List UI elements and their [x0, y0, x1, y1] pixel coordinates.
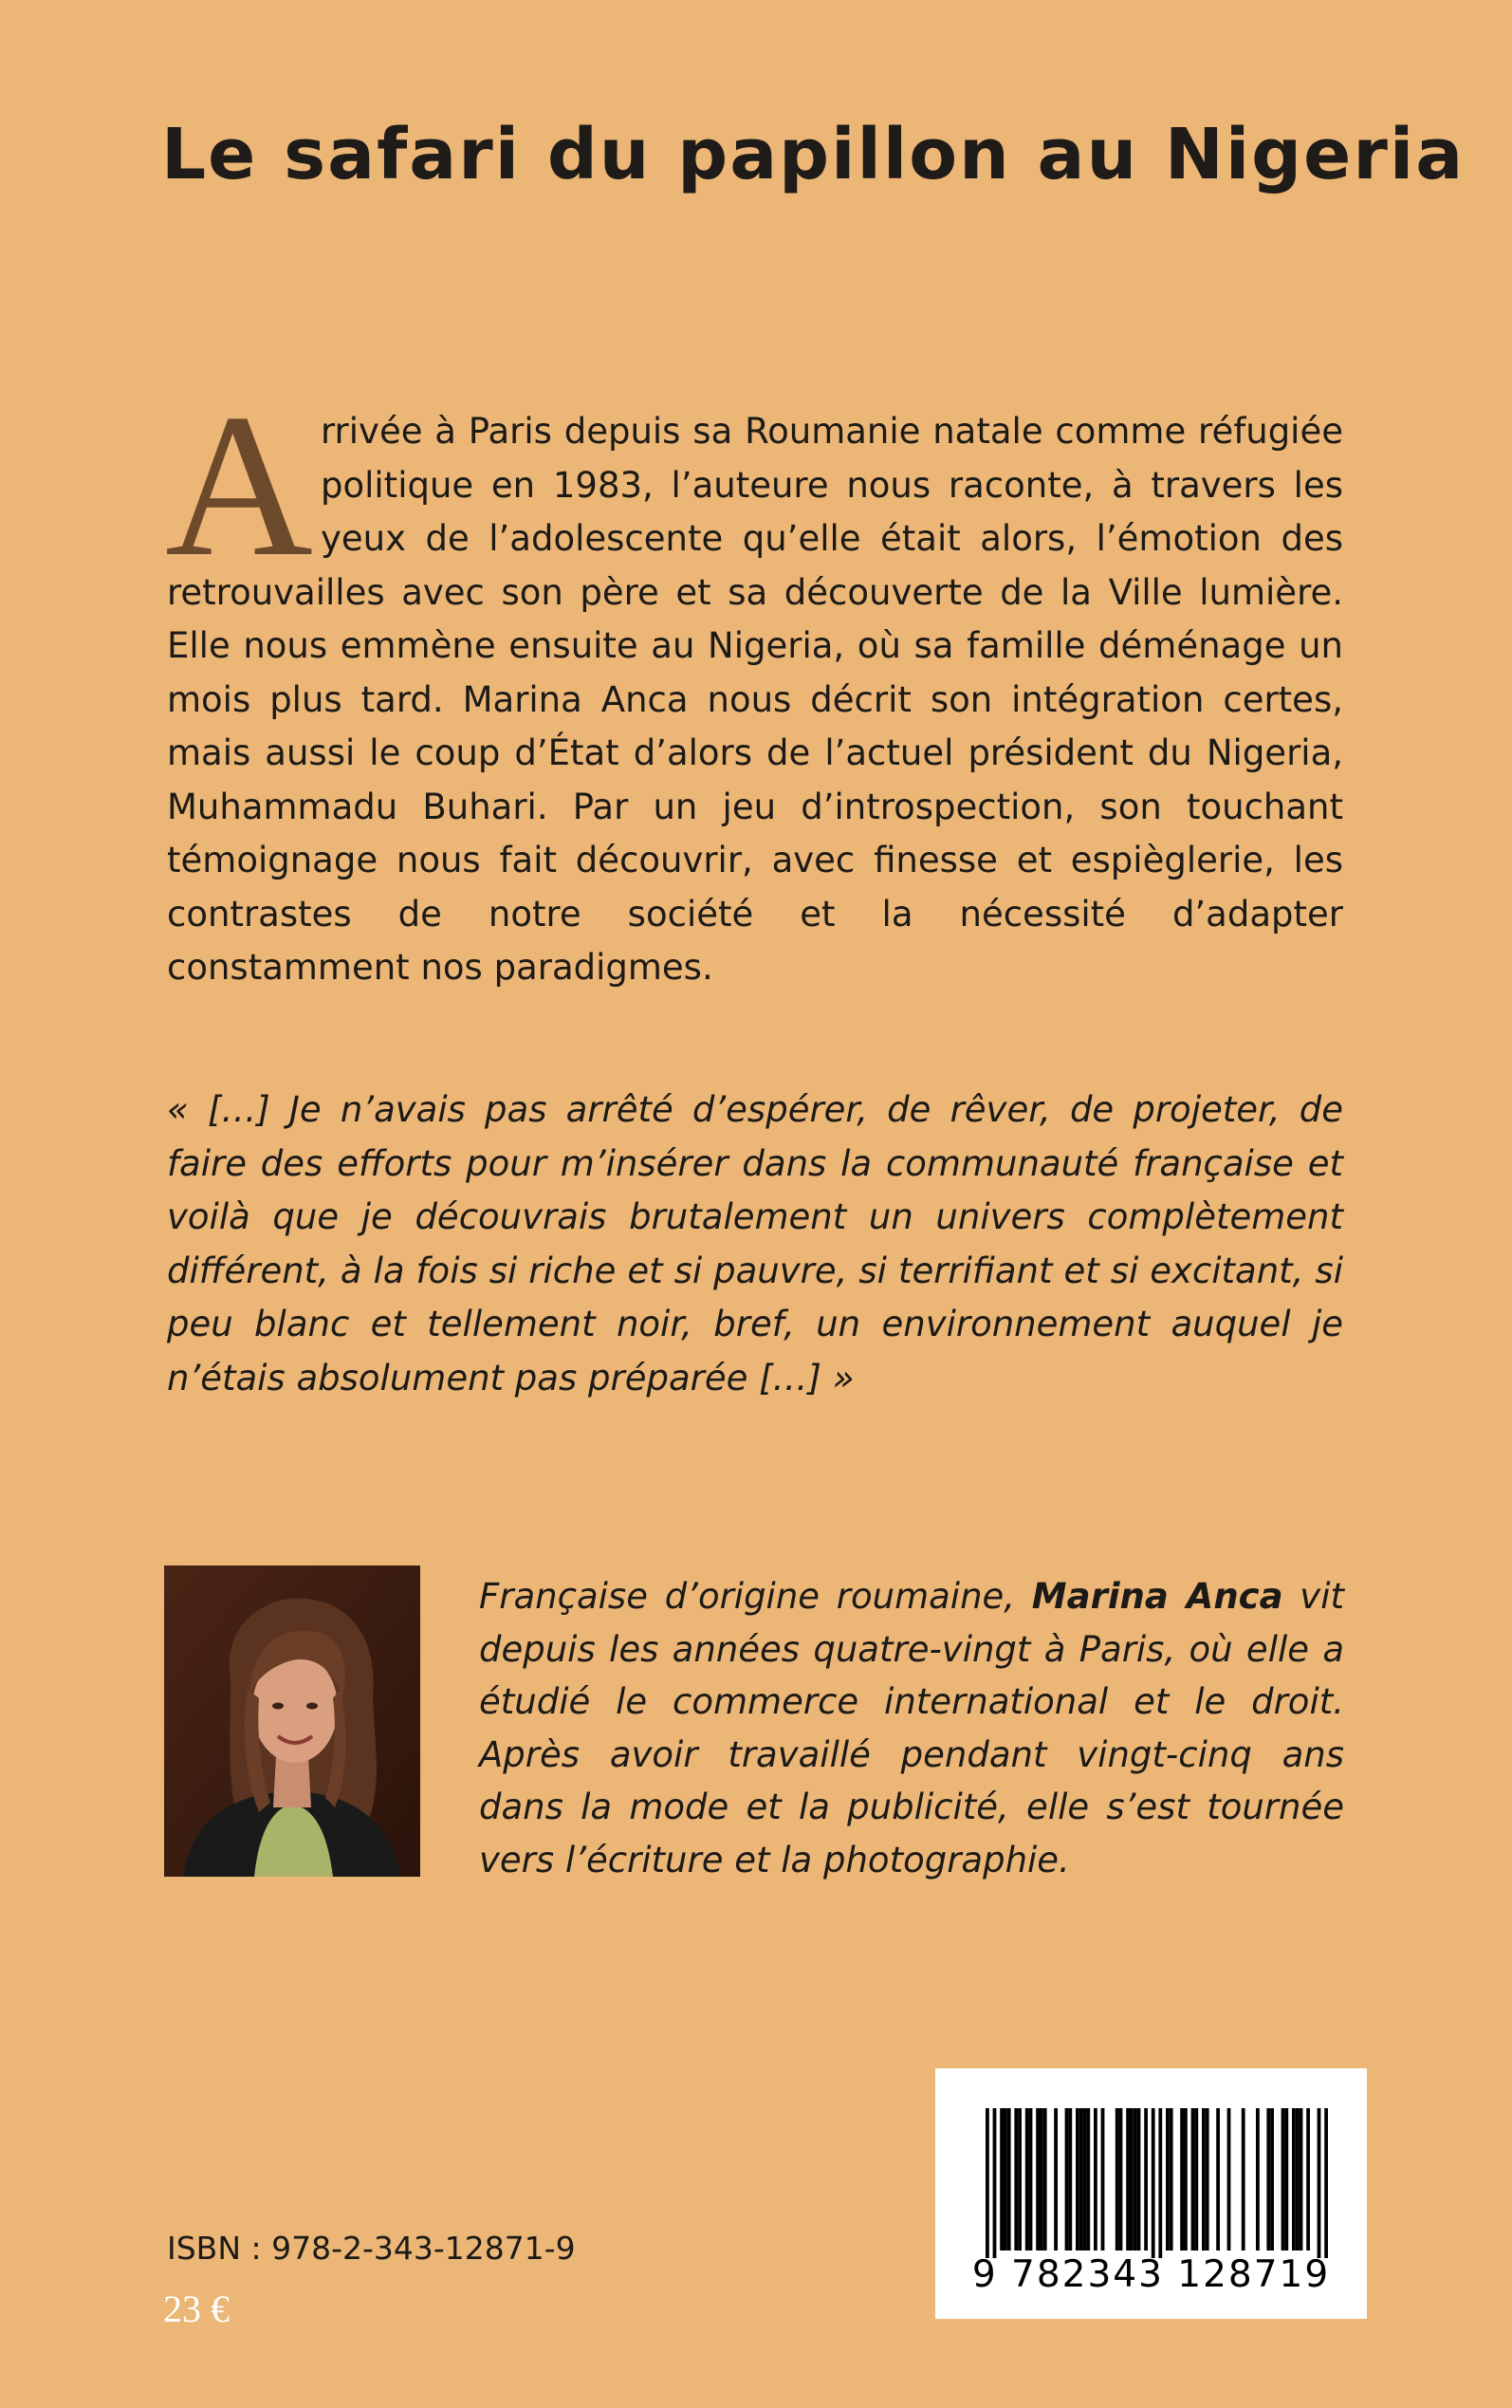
barcode-bar	[1040, 2108, 1043, 2251]
barcode-bar	[986, 2108, 989, 2258]
barcode-bar	[1202, 2108, 1206, 2251]
barcode-bar	[1284, 2108, 1288, 2251]
barcode-bar	[1137, 2108, 1141, 2251]
barcode-bar	[1083, 2108, 1087, 2251]
author-bio	[479, 1570, 1344, 1886]
barcode-bar	[1296, 2108, 1300, 2251]
barcode-bar	[1206, 2108, 1209, 2251]
barcode-bar	[1018, 2108, 1022, 2251]
barcode-bar	[1116, 2108, 1119, 2251]
book-summary	[165, 372, 1343, 995]
barcode-bar	[1166, 2108, 1170, 2251]
barcode-bar	[1065, 2108, 1069, 2251]
price: 23 €	[163, 2288, 230, 2330]
barcode-bar	[1306, 2108, 1310, 2251]
barcode-bar	[1119, 2108, 1123, 2251]
barcode-bar	[1318, 2108, 1321, 2258]
barcode-bar	[1014, 2108, 1018, 2251]
barcode-bars	[935, 2068, 1367, 2258]
barcode-bar	[1180, 2108, 1184, 2251]
barcode-bar	[1094, 2108, 1097, 2251]
barcode-bar	[1079, 2108, 1083, 2251]
barcode-bar	[1101, 2108, 1105, 2251]
barcode-bar	[1134, 2108, 1137, 2251]
barcode-bar	[1194, 2108, 1198, 2251]
barcode-bar	[993, 2108, 997, 2258]
barcode-bar	[1282, 2108, 1285, 2251]
book-excerpt-quote: « […] Je n’avais pas arrêté d’espérer, de rêver, de projeter, de faire des efforts pour m’insérer dans la communauté française et voilà que je découvrais brutalement un univers complètement différent, à la fois si riche et si pauvre, si terrifiant et si excitant, si peu blanc et tellement noir, bref, un environnement auquel je n’étais absolument pas préparée […] »	[167, 1089, 1343, 1398]
barcode-bar	[1270, 2108, 1274, 2251]
barcode-bar	[1036, 2108, 1040, 2251]
barcode-bar	[1170, 2108, 1173, 2251]
barcode-bar	[1043, 2108, 1047, 2251]
barcode-bar	[1025, 2108, 1029, 2251]
barcode-bar	[1158, 2108, 1162, 2258]
barcode-bar	[1144, 2108, 1148, 2251]
barcode-bar	[1086, 2108, 1090, 2251]
barcode-bar	[1292, 2108, 1296, 2251]
barcode-bar	[1256, 2108, 1260, 2251]
barcode-bar	[1184, 2108, 1188, 2251]
barcode-bar	[1076, 2108, 1079, 2251]
barcode-bar	[1324, 2108, 1328, 2258]
barcode-bar	[1130, 2108, 1134, 2251]
barcode-bar	[1266, 2108, 1270, 2251]
barcode-bar	[1068, 2108, 1072, 2251]
barcode-bar	[1126, 2108, 1130, 2251]
barcode-bar	[1227, 2108, 1231, 2251]
bio-intro: Française d’origine roumaine,	[479, 1576, 1032, 1617]
bio-text: vit depuis les années quatre-vingt à Paris, où elle a étudié le commerce international et le droit. Après avoir travaillé pendant vingt-cinq ans dans la mode et la publicité, elle s’est tournée vers l’écriture et la photographie.	[479, 1576, 1344, 1880]
author-photo	[164, 1565, 420, 1877]
barcode-bar	[1216, 2108, 1220, 2251]
barcode-bar	[1007, 2108, 1011, 2251]
barcode-bar	[1300, 2108, 1303, 2251]
isbn: ISBN : 978-2-343-12871-9	[167, 2230, 576, 2267]
barcode-bar	[1054, 2108, 1058, 2251]
barcode-bar	[1000, 2108, 1004, 2251]
barcode-bar	[1004, 2108, 1007, 2251]
barcode-bar	[1191, 2108, 1195, 2251]
author-name: Marina Anca	[1031, 1576, 1283, 1617]
drop-cap: A	[165, 372, 313, 599]
barcode-bar	[1242, 2108, 1245, 2251]
barcode-digits: 9 782343 128719	[971, 2253, 1331, 2296]
book-title: Le safari du papillon au Nigeria	[161, 114, 1466, 195]
summary-text: rrivée à Paris depuis sa Roumanie natale comme réfugiée politique en 1983, l’auteure nous raconte, à travers les yeux de l’adolescente qu’elle était alors, l’émotion des retrouvailles avec son père et sa découverte de la Ville lumière. Elle nous emmène ensuite au Nigeria, où sa famille déménage un mois plus tard. Marina Anca nous décrit son intégration certes, mais aussi le coup d’État d’alors de l’actuel président du Nigeria, Muhammadu Buhari. Par un jeu d’introspection, son touchant témoignage nous fait découvrir, avec finesse et espièglerie, les contrastes de notre société et la nécessité d’adapter constamment nos paradigmes.	[167, 411, 1343, 988]
barcode-bar	[1152, 2108, 1155, 2258]
barcode	[935, 2068, 1367, 2319]
barcode-bar	[1029, 2108, 1033, 2251]
